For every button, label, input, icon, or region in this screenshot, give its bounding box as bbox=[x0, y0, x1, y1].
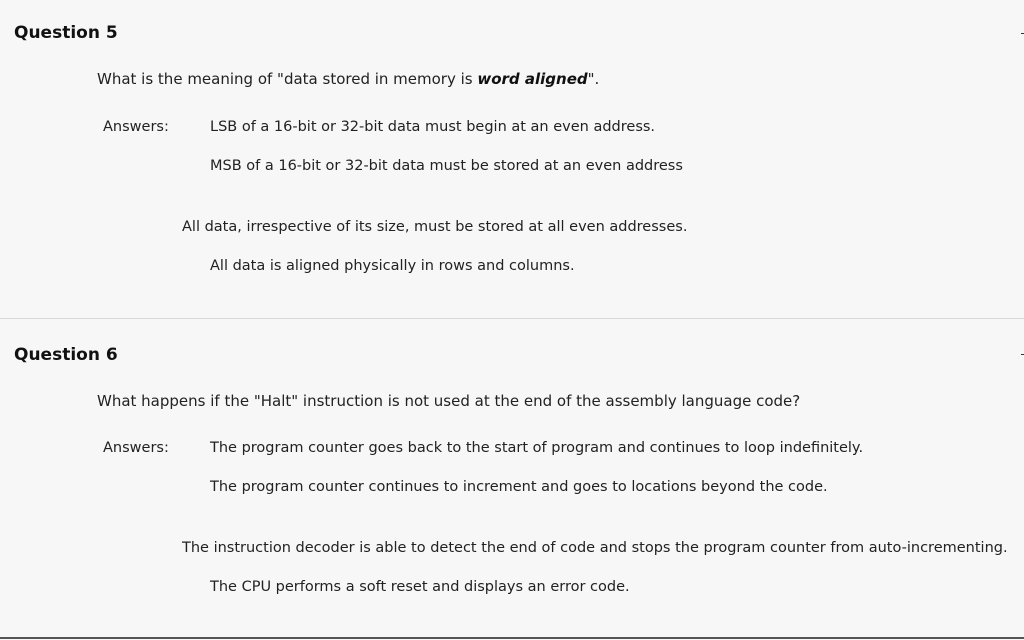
bottom-border bbox=[0, 637, 1024, 639]
question-title: Question 6 bbox=[14, 345, 118, 365]
answer-option[interactable]: LSB of a 16-bit or 32-bit data must begin at an even address. bbox=[210, 119, 656, 135]
question-6-block bbox=[0, 319, 1024, 637]
answer-option[interactable]: The CPU performs a soft reset and displays an error code. bbox=[210, 579, 630, 595]
question-text: What happens if the "Halt" instruction is not used at the end of the assembly language code? bbox=[97, 392, 801, 410]
answer-option[interactable]: The program counter goes back to the start of program and continues to loop indefinitely. bbox=[210, 440, 864, 456]
question-text-emphasis: word aligned bbox=[477, 70, 588, 88]
question-title: Question 5 bbox=[14, 23, 118, 43]
answer-option[interactable]: All data is aligned physically in rows and columns. bbox=[210, 258, 575, 274]
answer-option-selected[interactable]: The instruction decoder is able to detect the end of code and stops the program counter from auto-incrementing. bbox=[182, 540, 1008, 556]
answer-option-selected[interactable]: All data, irrespective of its size, must be stored at all even addresses. bbox=[182, 219, 688, 235]
question-5-block bbox=[0, 0, 1024, 318]
answers-label: Answers: bbox=[103, 440, 169, 456]
answer-option[interactable]: MSB of a 16-bit or 32-bit data must be stored at an even address bbox=[210, 158, 683, 174]
answers-label: Answers: bbox=[103, 119, 169, 135]
question-text-end: ". bbox=[587, 70, 600, 88]
question-text-start: What is the meaning of "data stored in memory is bbox=[97, 70, 478, 88]
answer-option[interactable]: The program counter continues to increment and goes to locations beyond the code. bbox=[210, 479, 828, 495]
question-text bbox=[97, 70, 599, 88]
